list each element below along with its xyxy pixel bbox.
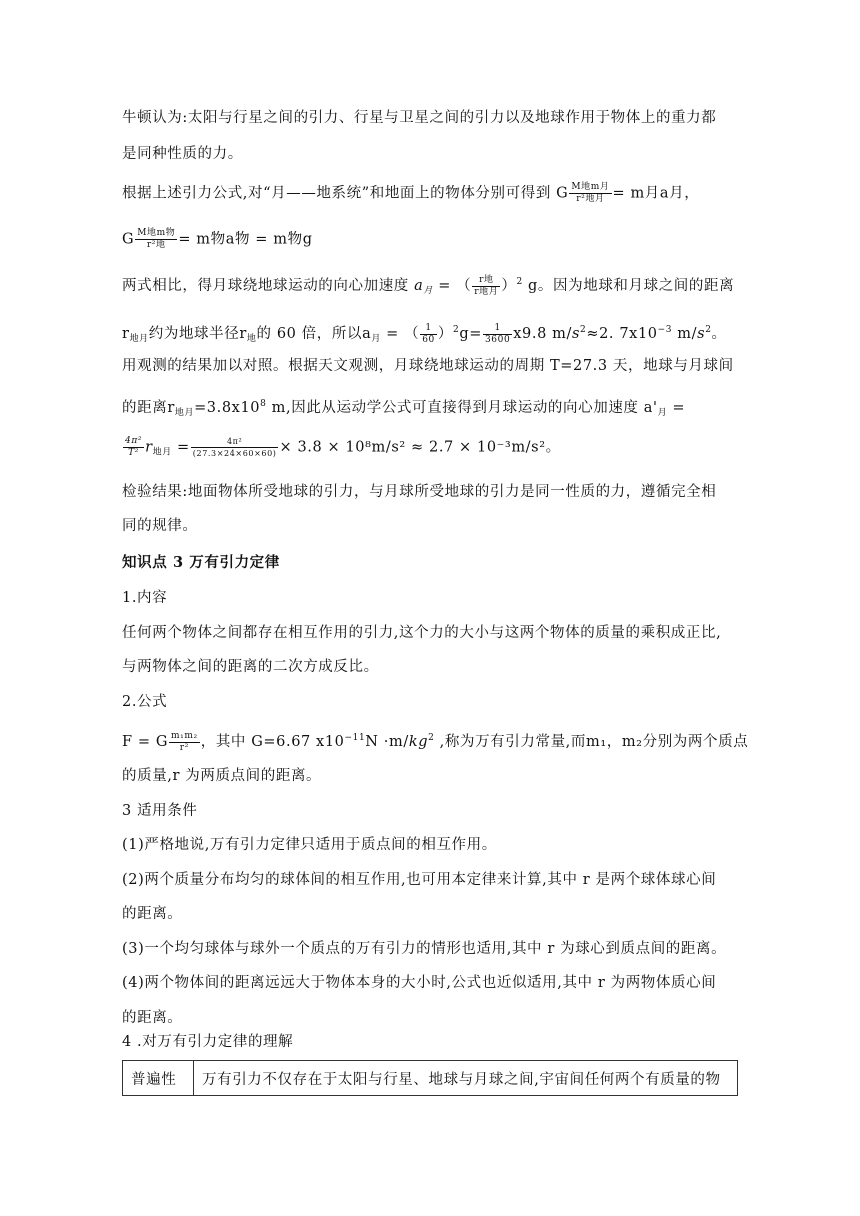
condition-2-cont: 的距离。 [122,906,183,922]
subheading-formula: 2.公式 [122,694,168,710]
equation-observed-acceleration: $\frac{\text{4π²}}{\text{T²}}$ $r_{地月}$ = $\frac{\text{4π²}}{(27.3\times 24\times 60\times 60)}$ × 3.8 × 10⁸m/s² ≈ 2.7 × 10⁻³m/s²。 [125,436,561,458]
subheading-content: 1.内容 [122,590,168,606]
paragraph-newton-cont: 是同种性质的力。 [122,146,243,162]
table-key-cell: 普遍性 [123,1061,194,1096]
paragraph-observation-distance: 的距离$r_{地月}=3.8x10^8$ m,因此从运动学公式可直接得到月球运动的向心加速度 $a'_月$ = [122,399,686,418]
condition-4: (4)两个物体间的距离远远大于物体本身的大小时,公式也近似适用,其中 r 为两物体质心间 [122,975,717,991]
paragraph-formula-intro: 根据上述引力公式,对“月——地系统”和地面上的物体分别可得到 G $\frac{\text{M地m月}}{\text{r²地月}}$ = m月a月， [122,182,700,204]
paragraph-distance-ratio: $r_{地月}$约为地球半径$r_地$的 60 倍，所以$a_月$ = （ $\frac{1}{60}$ ）$^2$g= $\frac{1}{3600}$ x9.8 $m/s^2\approx 2$. $7x10^{-3}$ $m/s^2$。 [122,322,727,345]
paragraph-verification: 检验结果:地面物体所受地球的引力，与月球所受地球的引力是同一性质的力，遵循完全相 [122,484,717,500]
paragraph-observation: 用观测的结果加以对照。根据天文观测，月球绕地球运动的周期 T=27.3 天，地球与月球间 [122,358,734,374]
section-heading: 知识点 3 万有引力定律 [122,554,280,571]
table-row [123,1061,738,1096]
formula-line-cont: 的质量,r 为两质点间的距离。 [122,768,322,784]
understanding-table [122,1060,738,1096]
subheading-understanding: 4 .对万有引力定律的理解 [122,1034,294,1050]
paragraph-newton: 牛顿认为:太阳与行星之间的引力、行星与卫星之间的引力以及地球作用于物体上的重力都 [122,110,717,126]
condition-1: (1)严格地说,万有引力定律只适用于质点间的相互作用。 [122,837,497,853]
condition-4-cont: 的距离。 [122,1010,183,1026]
fraction-moon-earth: $\frac{\text{M地m月}}{\text{r²地月}}$ [571,182,610,204]
condition-3: (3)一个均匀球体与球外一个质点的万有引力的情形也适用,其中 r 为球心到质点间的距离。 [122,941,727,957]
paragraph-acceleration: 两式相比，得月球绕地球运动的向心加速度 $a_月$ = （ $\frac{\text{r地}}{\text{r地月}}$ ）$^2$ g。因为地球和月球之间的距离 [122,274,735,297]
subheading-conditions: 3 适用条件 [122,803,198,819]
paragraph-verification-cont: 同的规律。 [122,518,198,534]
table-value-cell: 万有引力不仅存在于太阳与行星、地球与月球之间,宇宙间任何两个有质量的物 [194,1061,738,1096]
content-line-2: 与两物体之间的距离的二次方成反比。 [122,659,379,675]
equation-ground-object: G $\frac{\text{M地m物}}{\text{r²地}}$ = m物a物 = m物g [122,228,313,250]
formula-line: F = G $\frac{\text{m₁m₂}}{\text{r²}}$ ，其中 G=6.67 $x10^{-11}N \cdot m/kg^2$ ,称为万有引力常量,而m₁，m₂分别为两个质点 [122,730,749,753]
condition-2: (2)两个质量分布均匀的球体间的相互作用,也可用本定律来计算,其中 r 是两个球体球心间 [122,872,717,888]
content-line-1: 任何两个物体之间都存在相互作用的引力,这个力的大小与这两个物体的质量的乘积成正比, [122,625,722,641]
